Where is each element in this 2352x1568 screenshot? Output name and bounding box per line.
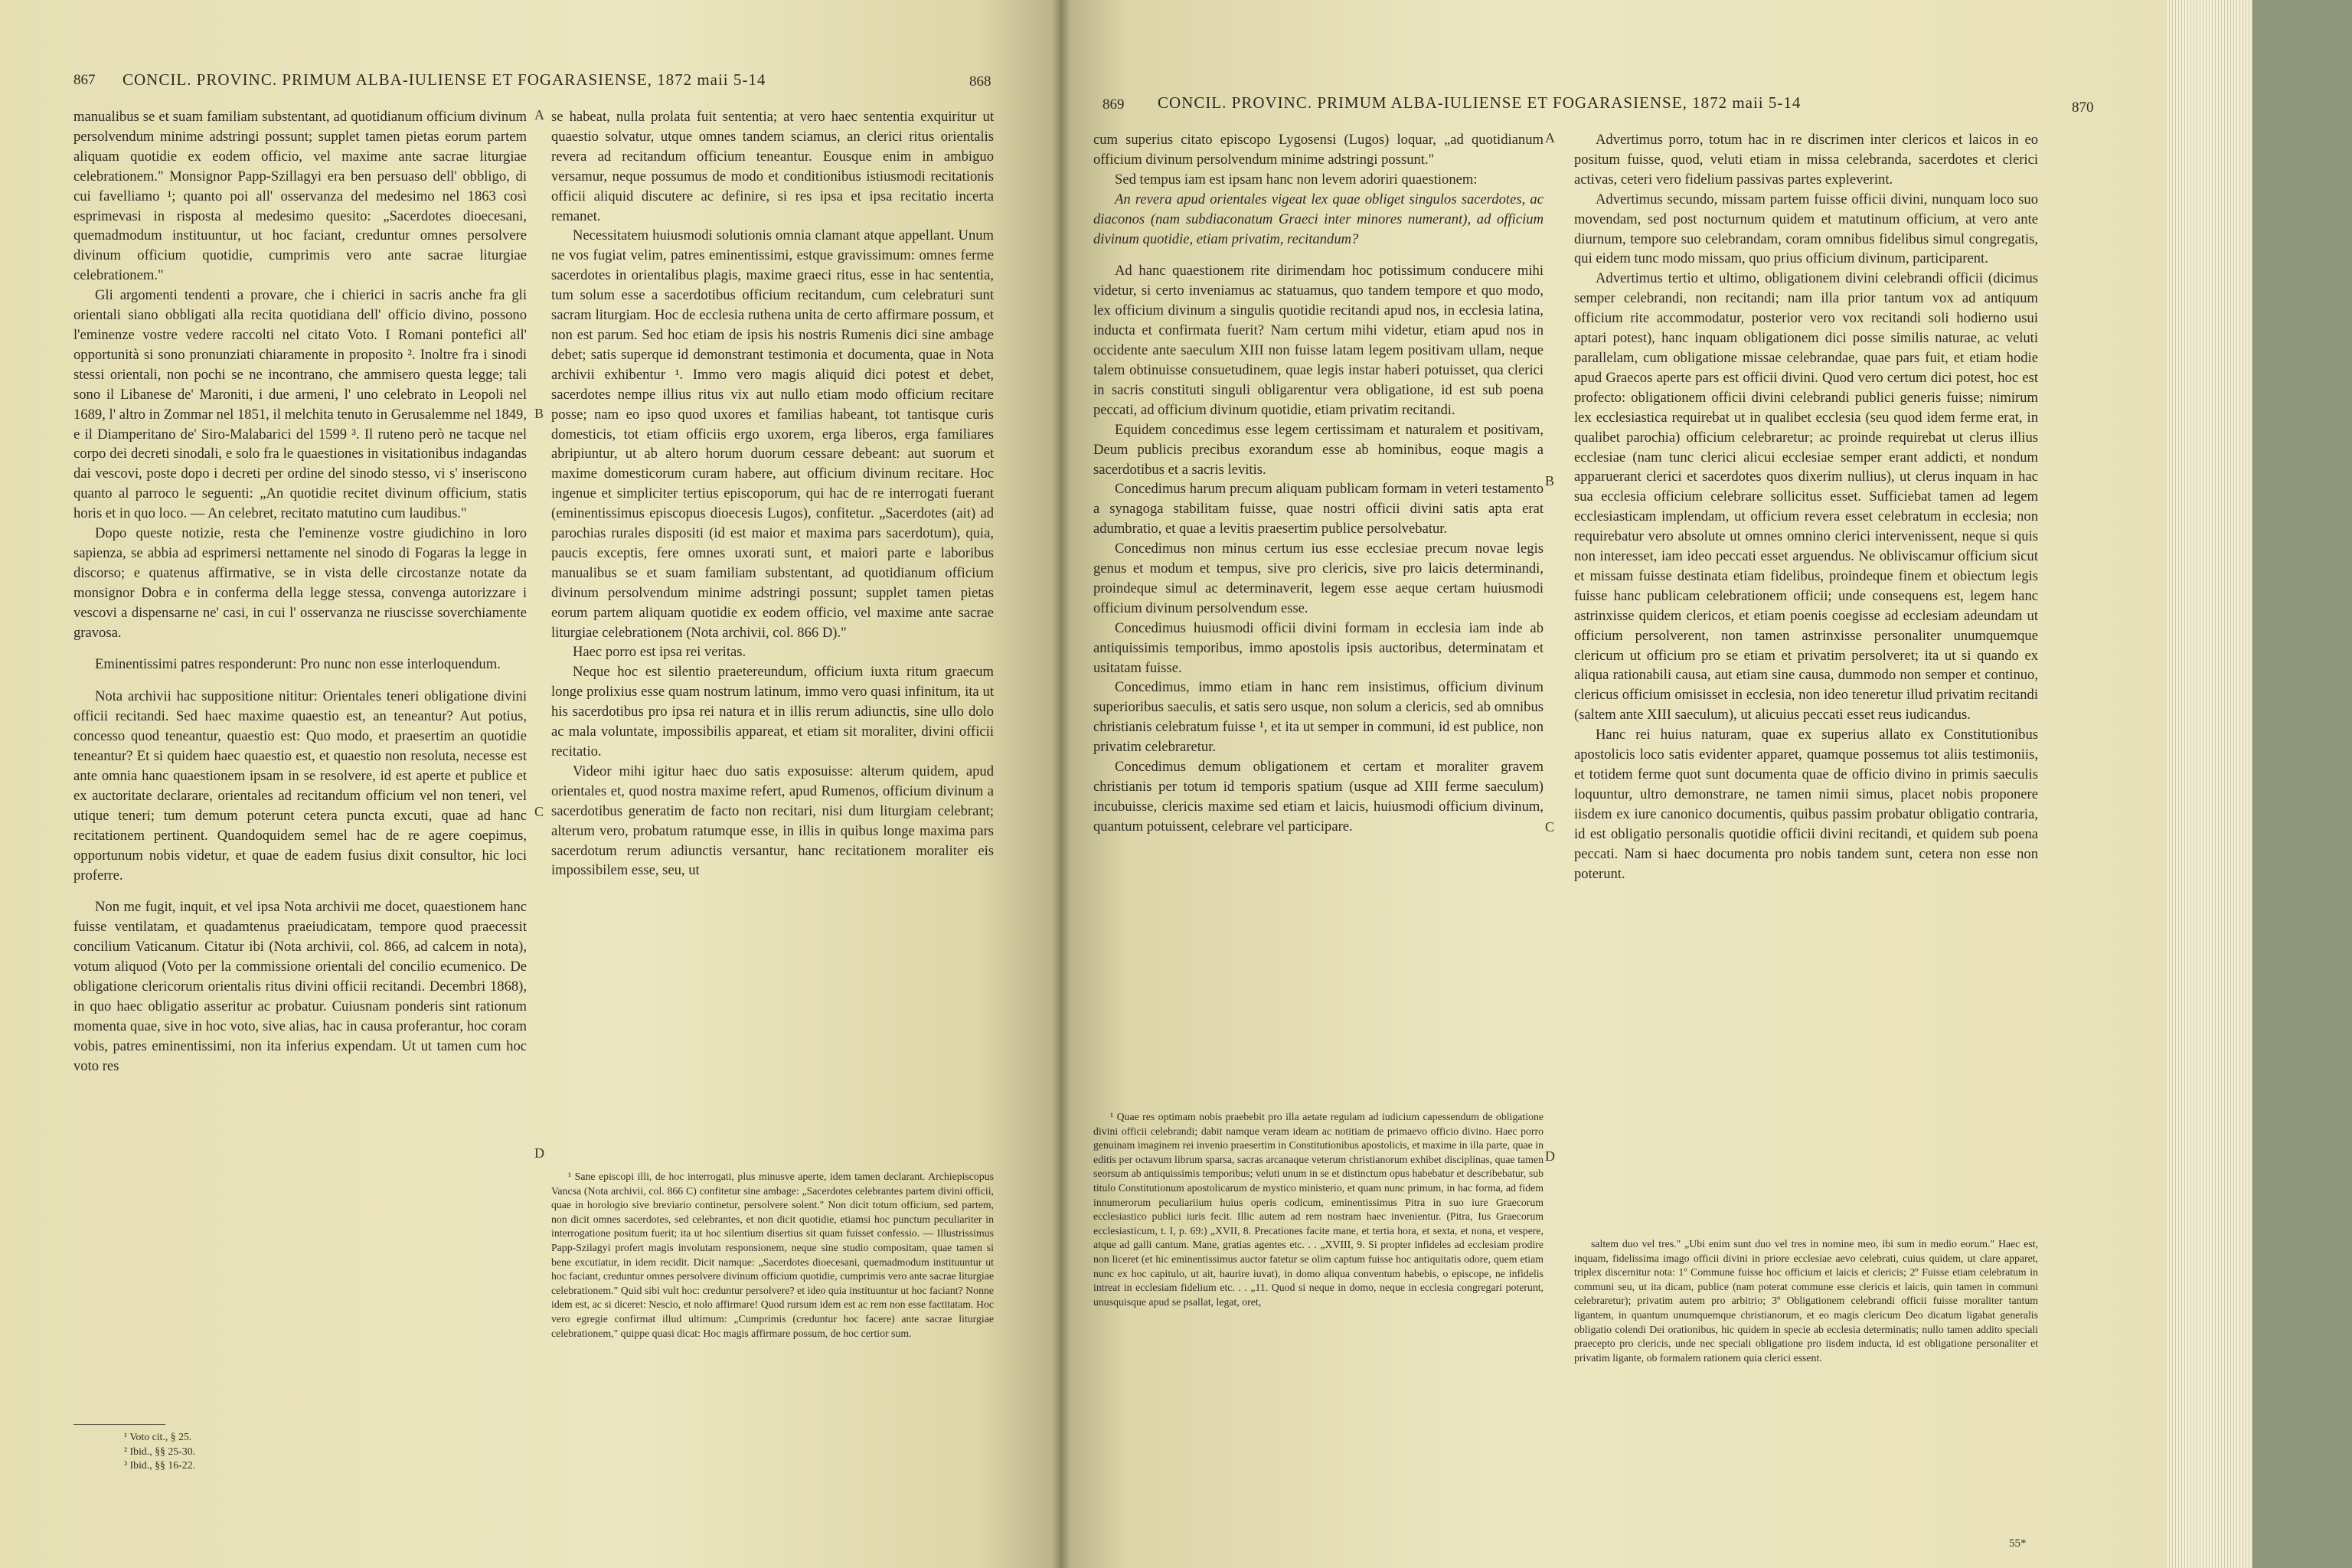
paragraph: Concedimus, immo etiam in hanc rem insistimus, officium divinum superioribus saeculis, et satis sero usque, non solum a clericis, sed ab omnibus christianis celebratum fuisse ¹, et ita ut semper in communi, id est publice, non privatim celebraretur. — [1093, 679, 1544, 756]
footnote: ¹ Voto cit., § 25. — [124, 1431, 192, 1442]
page-number: 870 — [2072, 100, 2094, 116]
running-head: CONCIL. PROVINC. PRIMUM ALBA-IULIENSE ET FOGARASIENSE, 1872 maii 5-14 — [122, 70, 766, 89]
footnote: ² Ibid., §§ 25-30. — [124, 1445, 196, 1457]
margin-mark-a: A — [1545, 130, 1555, 145]
paragraph: cum superius citato episcopo Lygosensi (Lugos) loquar, „ad quotidianum officium divinum persolvendum minime adstringi possunt." — [1093, 132, 1544, 168]
paragraph: Advertimus tertio et ultimo, obligationem divini celebrandi officii (dicimus semper celebrandi, non recitandi; nam illa prior tantum vox ad antiquum officium rite accommodatur, posterior vero vox recitandi soli hodierno usui aptari potest), hanc inquam obligationem dici posse similis naturae, ac veluti parallelam, cum obligatione missae celebrandae, quae pars fuit, et etiam hodie apud Graecos aperte pars est officii divini. Quod vero certum dici potest, hoc est profecto: obligationem officii divini celebrandi publici generis fuisse; nimirum lex ecclesiastica requirebat ut in qualibet ecclesia (seu quod idem ferme erat, in qualibet parochia) officium celebraretur; ac proinde requirebat ut clerus illius ecclesiae (nam tunc clerici alicui ecclesiae semper erant addicti, et nondum apparuerant clerici et sacerdotes quos dixerim nullius), ut clerus inquam in hac sua ecclesia officium celebrare sollicitus esset. Sufficiebat tamen ad legem ecclesiasticam implendam, ut officium revera esset celebratum in ecclesia; non requirebatur vero absolute ut omnes omnino clerici intervenissent, neque si quis non interesset, iam ideo peccati esset arguendus. Ne obliviscamur officium sicut et missam fuisse destinata etiam fidelibus, proindeque finem et obiectum legis fuisse hanc publicam celebrationem officii; unde consequens est, legem hanc astrinxisse quidem clericos, et etiam poenis coegisse ad ecclesiam adeundam ut officium persolverent, non tamen astrinxisse personaliter unumquemque clericum ut officium pro se etiam et privatim persolveret; ita ut si quando ex aliqua rationabili causa, aut etiam sine causa, dummodo non semper et continuo, clericus officium omisisset in ecclesia, non ideo teneretur illud privatim recitandi (saltem ante XIII saeculum), ut alicuius peccati esset reus iudicandus. — [1574, 270, 2038, 724]
paragraph: Advertimus porro, totum hac in re discrimen inter clericos et laicos in eo positum fuisse, quod, veluti etiam in missa celebranda, sacerdotes et clerici activas, ceteri vero fidelium passivas partes expleverint. — [1574, 132, 2038, 188]
margin-mark-a: A — [534, 107, 544, 122]
paragraph: manualibus se et suam familiam substentant, ad quotidianum officium divinum persolvendum minime adstringi possunt; supplet tamen pietas eorum partem aliquam quotidie ex eodem officio, vel maxime ante sacrae liturgiae celebrationem." Monsignor Papp-Szillagyi era ben persuaso dell' obbligo, di cui favelliamo ¹; quanto poi all' osservanza del medesimo nel 1863 così esprimevasi in risposta al medesimo quesito: „Sacerdotes dioecesani, quemadmodum instituuntur, ut hoc faciant, creduntur omnes persolvere divinum officium quotidie, cumprimis vero ante sacrae liturgiae celebrationem." — [74, 109, 527, 284]
running-head: CONCIL. PROVINC. PRIMUM ALBA-IULIENSE ET FOGARASIENSE, 1872 maii 5-14 — [1158, 93, 1802, 112]
paragraph: Nota archivii hac suppositione nititur: Orientales teneri obligatione divini officii recitandi. Sed haec maxime quaestio est, an teneantur? Aut potius, concesso quod teneantur, quaestio est: Quo modo, et praesertim an quotidie teneantur? Et si quidem haec quaestio est, et quaestio non resoluta, necesse est ante omnia hanc quaestionem ipsam in se resolvere, id est aperte et publice et ex auctoritate declarare, orientales ad recitandum officium vel non teneri, vel utique teneri; tum demum poterunt cetera puncta excuti, quae ad hanc recitationem pertinent. Quandoquidem semel hac de re agere coepimus, opportunum nobis videtur, et quae de eadem fusius dixit consultor, hic loci proferre. — [74, 688, 527, 884]
book-gutter — [1052, 0, 1070, 1568]
page-number: 869 — [1102, 96, 1125, 113]
paragraph: Concedimus huiusmodi officii divini formam in ecclesia iam inde ab antiquissimis temporibus, immo apostolis ipsis auctoribus, determinatam et usitatam fuisse. — [1093, 619, 1544, 676]
paragraph: Videor mihi igitur haec duo satis exposuisse: alterum quidem, apud orientales et, quod nostra maxime refert, apud Rumenos, officium divinum a sacerdotibus generatim de facto non recitari, nisi dum liturgiam celebrant; alterum vero, probatum ratumque esse, in illis in quibus longe maxima pars sacerdotum rerum adiunctis versantur, hanc recitationem moraliter eis impossibilem esse, seu, ut — [551, 763, 994, 879]
paragraph: Neque hoc est silentio praetereundum, officium iuxta ritum graecum longe prolixius esse quam nostrum latinum, immo vero quasi infinitum, ita ut his sacerdotibus pro ipsa rei natura et in illis rerum adiunctis, sine ullo dolo ac mala voluntate, impossibilis appareat, et etiam sit moraliter, divini officii recitatio. — [551, 664, 994, 760]
page-number: 867 — [74, 72, 96, 88]
left-page — [0, 0, 1060, 1568]
paragraph: Eminentissimi patres responderunt: Pro nunc non esse interloquendum. — [95, 656, 501, 673]
paragraph: Necessitatem huiusmodi solutionis omnia clamant atque appellant. Unum ne vos fugiat velim, patres eminentissimi, estque gravissimum: omnes ferme sacerdotes in orientalibus plagis, maxime graeci ritus, esse in hac sententia, tum solum esse a sacerdotibus officium recitandum, cum celebraturi sunt sacram liturgiam. Hoc de ecclesia ruthena unita de certo affirmare possum, et non est parum. Sed hoc etiam de ipsis his nostris Rumenis dici sine ambage debet; satis superque id demonstrant testimonia et documenta, quae in Nota archivii exhibentur ¹. Immo vero magis aliquid dici potest et debet, sacerdotes nempe illius ritus vix aut nullo etiam modo officium recitare posse; nam eo ipso quod uxores et familias habeant, tot tantisque curis domesticis, tot etiam officiis ergo uxorem, erga liberos, erga familiares abripiuntur, ut ab altero horum duorum cessare debeant: aut suorum et maxime domesticorum curam habere, aut officium divinum recitare. Hoc ingenue et simpliciter tertius episcoporum, qui hac de re interrogati fuerant (eminentissimus episcopus dioecesis Lugos), confitetur. „Sacerdotes (ait) ad parochias rurales dispositi (id est maior et maxima pars sacerdotum), quia, paucis exceptis, fere omnes uxorati sunt, et maiori parte e laboribus manualibus se et suam familiam substentant, ad quotidianum officium divinum persolvendum minime adstringi possunt; supplet tamen pietas eorum partem aliquam quotidie ex eodem officio, vel maxime ante sacrae liturgiae celebrationem (Nota archivii, col. 866 D)." — [551, 227, 994, 641]
margin-mark-b: B — [534, 406, 544, 421]
text-column-3 — [1093, 130, 1544, 1091]
footnote: ³ Ibid., §§ 16-22. — [124, 1459, 196, 1472]
paragraph: Advertimus secundo, missam partem fuisse officii divini, nunquam loco suo movendam, sed post nocturnum quidem et matutinum officium, at vero ante diurnum, tempore suo celebrandam, coram omnibus fidelibus simul congregatis, qui eidem tunc modo missam, quo prius officium divinum, participarent. — [1574, 191, 2038, 267]
paragraph: Ad hanc quaestionem rite dirimendam hoc potissimum conducere mihi videtur, si certo inveniamus ac statuamus, quo tandem tempore et quo modo, lex officium divinum a singulis quotidie recitandi apud nos, in ecclesia latina, inducta et confirmata fuerit? Nam certum mihi videtur, etiam apud nos in occidente ante saeculum XIII non fuisse latam legem positivam ullam, neque talem obtinuisse consuetudinem, quae legis instar haberi potuisset, qua clerici in sacris constituti singuli obligarentur vera obligatione, id est sub poena peccati, ad officium divinum quotidie, etiam privatim recitandi. — [1093, 263, 1544, 418]
paragraph: Concedimus non minus certum ius esse ecclesiae precum novae legis genus et modum et tempus, sive pro clericis, sive pro laicis determinandi, proindeque simul ac determinaverit, legem esse aeque certam huiusmodi officium divinum persolvendum esse. — [1093, 541, 1544, 616]
paragraph: Sed tempus iam est ipsam hanc non levem adoriri quaestionem: — [1115, 171, 1478, 188]
footnote-column-3 — [1093, 1110, 1544, 1524]
margin-mark-d: D — [1545, 1148, 1555, 1164]
footnotes-column-1 — [107, 1430, 490, 1491]
page-number: 868 — [969, 74, 991, 90]
page-edges — [2167, 0, 2252, 1568]
footnote-column-2 — [551, 1170, 994, 1491]
margin-mark-c: C — [1545, 819, 1555, 835]
footnote: saltem duo vel tres." „Ubi enim sunt duo vel tres in nomine meo, ibi sum in medio eorum." Haec est, inquam, fidelissima imago officii divini in priore ecclesiae aevo celebrati, cuius quidem, ut clare apparet, triplex discernitur nota: 1º Commune fuisse hoc officium et laicis et clericis; 2º Fuisse etiam celebratum in communi seu, ut ita dicam, publice (nam poterat commune esse clericis et laicis, quin tamen in communi celebraretur); privatim autem pro arbitrio; 3º Obligationem celebrandi officii fuisse moraliter tantum ligantem, in quantum unumquemque christianorum, et eo magis clericum Deo dicatum ligabat generalis obligatio colendi Dei orationibus, hic quidem in specie ab ecclesia determinatis; nullo tamen addito speciali praecepto pro clericis, unde nec speciali obligatione pro iisdem inducta, id est obligatione personaliter et privatim ligante, ob formalem rationem quia clerici essent. — [1574, 1238, 2038, 1364]
right-page — [1060, 0, 2167, 1568]
paragraph: Equidem concedimus esse legem certissimam et naturalem et positivam, Deum publicis precibus exorandum esse ab hominibus, eoque magis a sacerdotibus et a sacris levitis. — [1093, 421, 1544, 478]
signature-mark: 55* — [2009, 1537, 2027, 1550]
scan-board — [2252, 0, 2352, 1568]
footnote-column-4 — [1574, 1237, 2038, 1528]
paragraph: An revera apud orientales vigeat lex quae obliget singulos sacerdotes, ac diaconos (nam subdiaconatum Graeci inter minores numerant), ad officium divinum quotidie, etiam privatim, recitandum? — [1093, 191, 1544, 247]
paragraph: Haec porro est ipsa rei veritas. — [573, 644, 746, 661]
paragraph: Concedimus harum precum aliquam publicam formam in veteri testamento a synagoga stabilitam fuisse, quae nostri officii divini satis apta erat adumbratio, et quae a levitis praesertim publice persolvebatur. — [1093, 481, 1544, 537]
paragraph: se habeat, nulla prolata fuit sententia; at vero haec sententia exquiritur ut quaestio solvatur, utque omnes tandem sciamus, an clerici ritus orientalis revera ad recitandum officium teneantur. Eousque enim in ambiguo versamur, neque possumus de modo et conditionibus istiusmodi recitationis officii aliquid discutere ac definire, si res ipsa et ipsa recitatio incerta remanet. — [551, 109, 994, 224]
footnote: ¹ Sane episcopi illi, de hoc interrogati, plus minusve aperte, idem tamen declarant. Archiepiscopus Vancsa (Nota archivii, col. 866 C) confitetur sine ambage: „Sacerdotes celebrantes partem divini officii, quae in horologio sive breviario continetur, persolvere solent." Non dicit totum officium, sed partem, non dicit omnes sacerdotes, sed celebrantes, et non dicit quotidie, etiamsi hoc punctum peculiariter in interrogatione positum fuerit; ita ut hoc silentium disertius sit quam fuisset confessio. — Illustrissimus Papp-Szilagyi profert magis involutam responsionem, neque sine studio compositam, quae tamen si bene excutiatur, in idem recidit. Dicit namque: „Sacerdotes dioecesani, quemadmodum instituuntur ut hoc faciant, creduntur omnes persolvere divinum officium quotidie, cumprimis vero ante sacrae liturgiae celebrationem." Quid sibi vult hoc: creduntur persolvere? et ideo quia instituuntur ut hoc faciant? Nonne idem est, ac si diceret: Nescio, et nolo affirmare! Quod rursum idem est ac rem non esse factitatam. Hoc vero egregie confirmat illud ultimum: „Cumprimis (creduntur hoc facere) ante sacrae liturgiae celebrationem," quippe quasi dicat: Hoc magis affirmare possum, de hoc certior sum. — [551, 1171, 994, 1339]
margin-mark-b: B — [1545, 473, 1555, 488]
margin-mark-d: D — [534, 1145, 544, 1161]
paragraph: Concedimus demum obligationem et certam et moraliter gravem christianis per totum id temporis spatium (usque ad XIII ferme saeculum) incubuisse, clericis maxime sed etiam et laicis, huiusmodi officium divinum, quantum potuissent, celebrare vel participare. — [1093, 759, 1544, 835]
text-column-1 — [74, 107, 527, 1386]
footnote: ¹ Quae res optimam nobis praebebit pro illa aetate regulam ad iudicium capessendum de obligatione divini officii celebrandi; dabit namque veram ideam ac notitiam de primaevo officio divino. Haec porro genuinam imaginem rei invenio praesertim in Constitutionibus apostolicis, et maxime in illa parte, quae in editis per octavum librum sparsa, sacras arcanaque veterum christianorum exhibet disciplinas, quae tamen seorsum ab antiquissimis temporibus; veluti unum in se et distinctum opus habebatur et describebatur, sub titulo Constitutionum apostolicarum de mystico ministerio, et quam nunc primum, in hac forma, ad fidem innumerorum peculiariium huius operis codicum, eminentissimus Pitra in suo iure Graecorum ecclesiastico publici iuris fecit. Illic autem ad rem nostram haec invenientur. (Pitra, Ius Graecorum ecclesiasticum, t. I, p. 69:) „XVII, 8. Precationes facite mane, et tertia hora, et sexta, et nona, et vespere, atque ad galli cantum. Mane, gratias agentes etc. . . „XVIII, 9. Si propter infideles ad ecclesiam prodire non liceret (et hic eminentissimus auctor fatetur se olim captum fuisse hoc antiquitatis odore, quem etiam nunc ex hoc capitulo, ut ait, haurire iuvat), in domo aliqua conventum habebis, o episcope, ne infidelis intreat in ecclesiam fidelium etc. . . „11. Quod si neque in domo, neque in ecclesia congregari poterunt, unusquisque apud se psallat, legat, oret, — [1093, 1111, 1544, 1308]
text-column-2 — [551, 107, 994, 1148]
paragraph: Non me fugit, inquit, et vel ipsa Nota archivii me docet, quaestionem hanc fuisse ventilatam, et quadamtenus praeiudicatam, tempore quod praecessit concilium Vaticanum. Citatur ibi (Nota archivii, col. 866, ad calcem in nota), votum aliquod (Voto per la commissione orientali del concilio ecumenico. De obligatione clericorum orientalis ritus divini officii recitandi. Decembri 1868), in quo haec obligatio asseritur ac probatur. Cuiusnam ponderis sint rationum momenta quae, sive in hoc voto, sive alias, hac in causa proferantur, hoc coram vobis, patres eminentissimi, non ita inferius expendam. Ut ut tamen cum hoc voto res — [74, 899, 527, 1074]
paragraph: Hanc rei huius naturam, quae ex superius allato ex Constitutionibus apostolicis loco satis evidenter apparet, quamque possemus tot aliis testimoniis, et totidem ferme quot sunt documenta quae de officio divino in primis saeculis loquuntur, ultro demonstrare, ne tamen nimii simus, placet nobis proponere iisdem ex iure canonico documentis, quibus passim probatur obligatio contraria, id est obligatio personalis quotidie officii divini recitandi, et quidem sub poena peccati. Nam si haec documenta pro nobis tandem sunt, cetera non esse non poterunt. — [1574, 727, 2038, 882]
margin-mark-c: C — [534, 804, 544, 819]
footnote-rule — [74, 1424, 165, 1425]
paragraph: Dopo queste notizie, resta che l'eminenze vostre giudichino in loro sapienza, se abbia ad esprimersi nettamente nel sinodo di Fogaras la legge in discorso; e quatenus affirmative, se in vista delle circostanze notate da monsignor Dobra e in conferma della legge stessa, convenga autorizzare i vescovi a dispensarne ne' casi, in cui l' osservanza ne riuscisse soverchiamente gravosa. — [74, 525, 527, 641]
text-column-4 — [1574, 130, 2038, 1233]
paragraph: Gli argomenti tendenti a provare, che i chierici in sacris anche fra gli orientali siano obbligati alla recita quotidiana dell' officio divino, possono l'eminenze vostre vedere raccolti nel citato Voto. I Romani pontefici all' opportunità si sono pronunziati chiaramente in proposito ². Inoltre fra i sinodi stessi orientali, non pochi se ne incontrano, che ammisero questa legge; tali sono il Libanese de' Maroniti, i due armeni, l' uno celebrato in Leopoli nel 1689, l' altro in Zommar nel 1851, il melchita tenuto in Gerusalemme nel 1849, e il Diamperitano de' Siro-Malabarici del 1599 ³. Il ruteno però ne tacque nel corpo dei decreti sinodali, e solo fra le quaestiones in visitationibus indagandas dai vescovi, poste dopo i decreti per ordine del sinodo stesso, vi s' inseriscono quanto al parroco le seguenti: „An quotidie recitet divinum officium, statis horis et in quo loco. — An celebret, recitato matutino cum laudibus." — [74, 287, 527, 522]
